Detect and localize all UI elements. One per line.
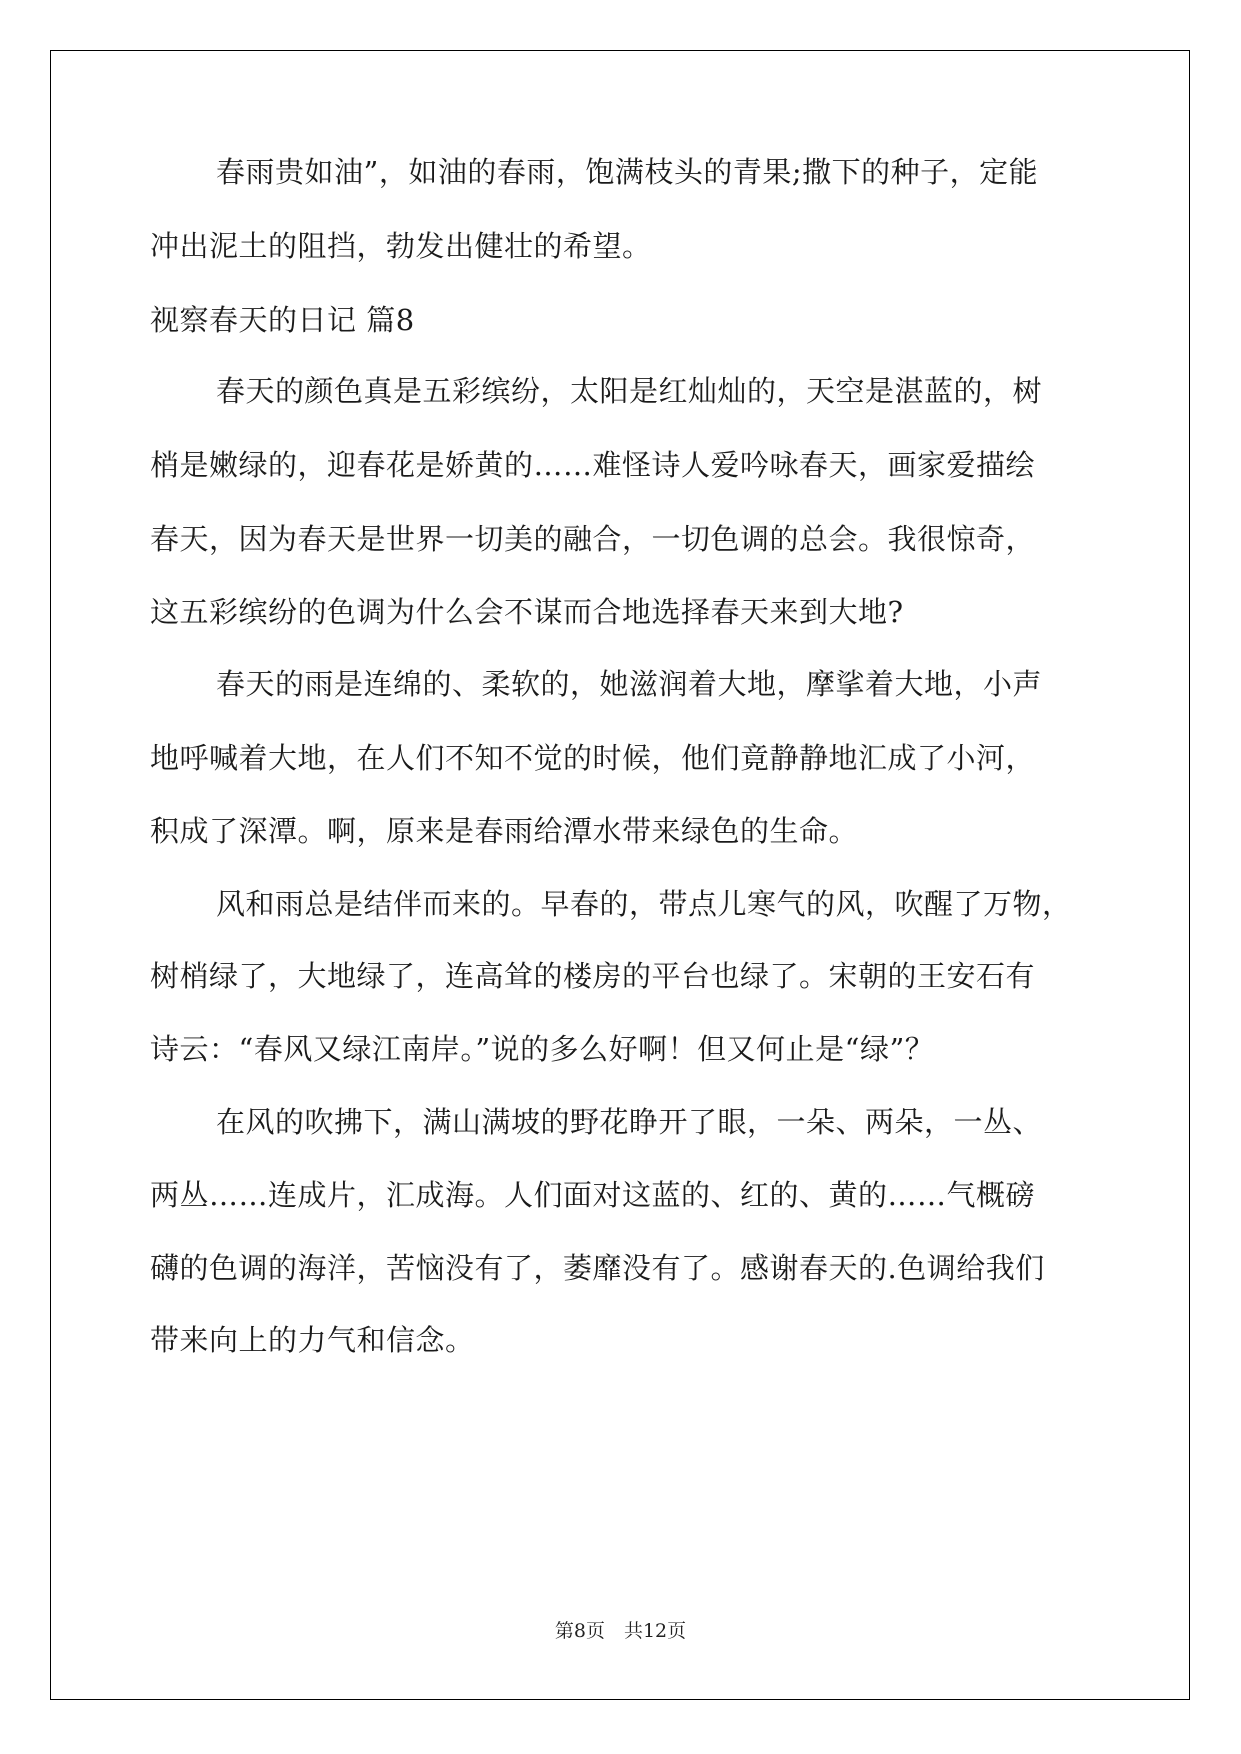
paragraph-line: 树梢绿了，大地绿了，连高耸的楼房的平台也绿了。宋朝的王安石有: [150, 959, 1036, 993]
paragraph-line: 冲出泥土的阻挡，勃发出健壮的希望。: [150, 229, 652, 263]
paragraph-line: 礴的色调的海洋，苦恼没有了，萎靡没有了。感谢春天的.色调给我们: [150, 1251, 1045, 1285]
paragraph-line: 这五彩缤纷的色调为什么会不谋而合地选择春天来到大地?: [150, 595, 904, 629]
paragraph-line: 诗云：“春风又绿江南岸。”说的多么好啊！但又何止是“绿”？: [150, 1032, 935, 1066]
paragraph-line: 风和雨总是结伴而来的。早春的，带点儿寒气的风，吹醒了万物，: [216, 887, 1072, 921]
page-border: [50, 50, 1190, 1700]
paragraph-line: 春天的颜色真是五彩缤纷，太阳是红灿灿的，天空是湛蓝的，树: [216, 374, 1043, 408]
paragraph-line: 积成了深潭。啊，原来是春雨给潭水带来绿色的生命。: [150, 814, 859, 848]
paragraph-line: 春天，因为春天是世界一切美的融合，一切色调的总会。我很惊奇，: [150, 522, 1036, 556]
paragraph-line: 地呼喊着大地，在人们不知不觉的时候，他们竟静静地汇成了小河，: [150, 741, 1036, 775]
paragraph-line: 两丛……连成片，汇成海。人们面对这蓝的、红的、黄的……气概磅: [150, 1178, 1036, 1212]
paragraph-line: 梢是嫩绿的，迎春花是娇黄的……难怪诗人爱吟咏春天，画家爱描绘: [150, 448, 1036, 482]
paragraph-line: 带来向上的力气和信念。: [150, 1323, 475, 1357]
paragraph-line: 春天的雨是连绵的、柔软的，她滋润着大地，摩挲着大地，小声: [216, 667, 1043, 701]
paragraph-line: 春雨贵如油”，如油的春雨，饱满枝头的青果;撒下的种子，定能: [216, 155, 1039, 189]
section-heading: 视察春天的日记 篇8: [150, 303, 415, 337]
page-footer: 第8页 共12页: [554, 1620, 687, 1642]
paragraph-line: 在风的吹拂下，满山满坡的野花睁开了眼，一朵、两朵，一丛、: [216, 1105, 1043, 1139]
